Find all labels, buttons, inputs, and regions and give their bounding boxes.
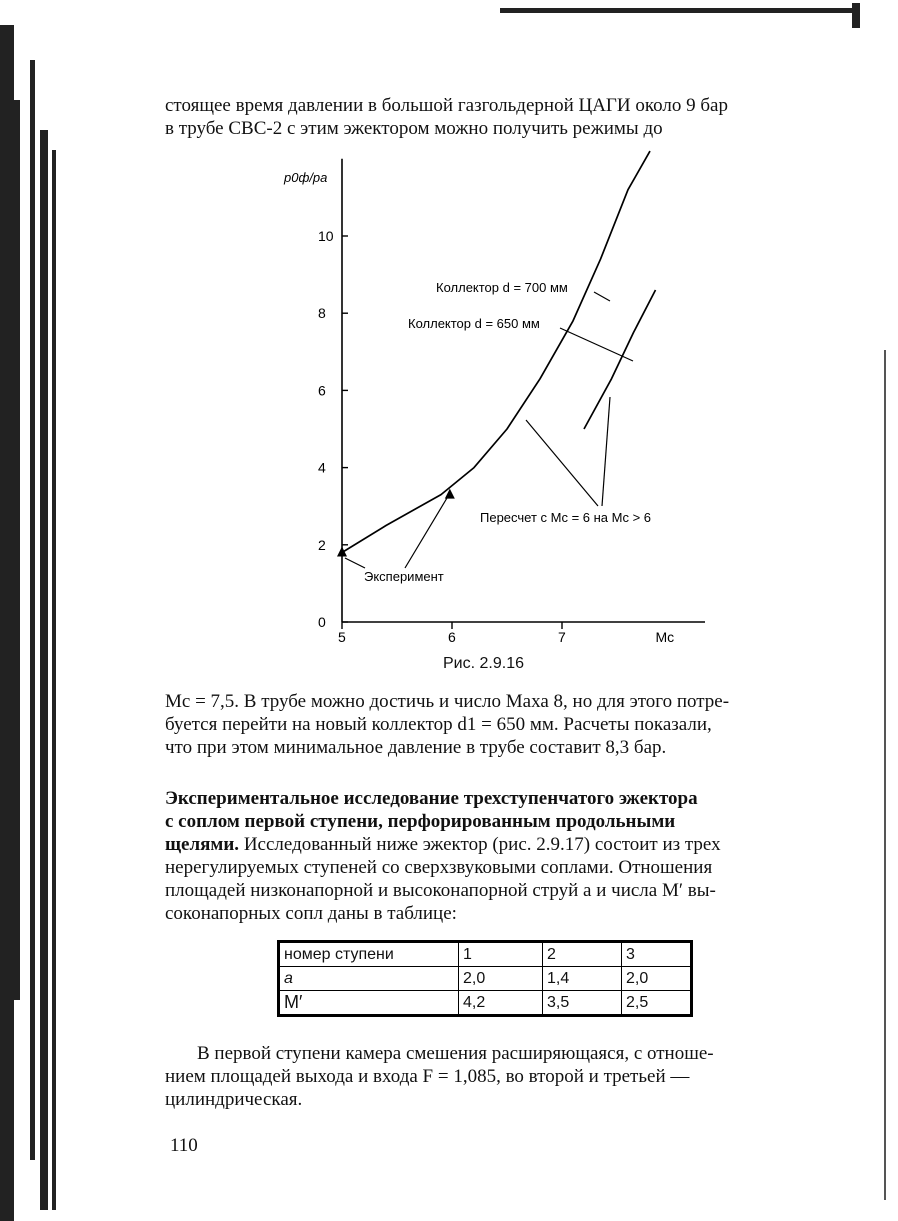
paragraph-mid-line-2: буется перейти на новый коллектор d1 = 650 мм. Расчеты показали,: [165, 714, 712, 735]
figure-caption: Рис. 2.9.16: [443, 655, 524, 672]
paragraph-bottom-line-1: В первой ступени камера смешения расширяющаяся, с отноше-: [197, 1043, 714, 1064]
y-tick-label: 10: [318, 228, 334, 244]
paragraph-mid: [165, 690, 805, 759]
leader-experiment-1: [345, 558, 365, 568]
section-heading-line-2: с соплом первой ступени, перфорированным продольными: [165, 811, 676, 832]
x-tick-label: 7: [558, 629, 566, 645]
section-line-3-text: Исследованный ниже эжектор (рис. 2.9.17) состоит из трех: [239, 834, 721, 855]
stages-table: [277, 940, 693, 1017]
y-tick-label: 8: [318, 305, 326, 322]
x-tick-label: 6: [448, 629, 456, 645]
table-header-row: [279, 942, 692, 967]
table-cell: 2,0: [622, 967, 692, 991]
paragraph-bottom-line-3: цилиндрическая.: [165, 1089, 303, 1110]
leader-recalc-2: [602, 397, 610, 506]
table-row: [279, 991, 692, 1016]
annotation-collector-650: Коллектор d = 650 мм: [408, 316, 540, 331]
chart-series: [342, 151, 656, 552]
table-header-cell: номер ступени: [279, 942, 459, 967]
annotation-experiment: Эксперимент: [364, 569, 444, 584]
leader-collector-700: [594, 292, 610, 301]
section-line-6: соконапорных сопл даны в таблице:: [165, 903, 457, 924]
table-cell: 1,4: [543, 967, 622, 991]
paragraph-top-line-1: стоящее время давлении в большой газгольдерной ЦАГИ около 9 бар: [165, 95, 728, 116]
table-row: [279, 967, 692, 991]
paragraph-mid-line-1: Mc = 7,5. В трубе можно достичь и число Маха 8, но для этого потре-: [165, 691, 730, 712]
chart-annotations: [345, 280, 651, 584]
y-tick-label: 4: [318, 459, 326, 476]
section-line-5: площадей низконапорной и высоконапорной струй a и числа M′ вы-: [165, 880, 716, 901]
paragraph-mid-line-3: что при этом минимальное давление в трубе составит 8,3 бар.: [165, 737, 667, 758]
series-line-1: [342, 151, 650, 552]
x-tick-label: 5: [338, 629, 346, 645]
table-cell: M′: [279, 991, 459, 1016]
section-line-3: [165, 833, 805, 856]
section-heading-line-1: Экспериментальное исследование трехступенчатого эжектора: [165, 788, 698, 809]
experiment-point: [337, 547, 347, 557]
leader-experiment-2: [405, 498, 447, 568]
paragraph-bottom-line-2: нием площадей выхода и входа F = 1,085, во второй и третьей —: [165, 1066, 690, 1087]
table-cell: 3,5: [543, 991, 622, 1016]
table-cell: 2,0: [459, 967, 543, 991]
section-line-4: нерегулируемых ступеней со сверхзвуковыми соплами. Отношения: [165, 857, 713, 878]
table-cell: 2,5: [622, 991, 692, 1016]
y-axis-label: p0ф/pa: [284, 169, 328, 185]
x-axis-label: Mc: [655, 629, 675, 645]
leader-collector-650: [560, 328, 633, 361]
y-tick-label: 0: [318, 614, 326, 630]
page-number: 110: [170, 1135, 198, 1156]
table-header-cell: 3: [622, 942, 692, 967]
paragraph-top-line-2: в трубе СВС-2 с этим эжектором можно получить режимы до: [165, 118, 663, 139]
chart-points: [337, 489, 455, 557]
table-header-cell: 2: [543, 942, 622, 967]
leader-recalc-1: [526, 420, 598, 506]
annotation-recalc: Пересчет с Mc = 6 на Mc > 6: [480, 510, 652, 525]
table-cell: 4,2: [459, 991, 543, 1016]
y-tick-label: 2: [318, 536, 326, 553]
annotation-collector-700: Коллектор d = 700 мм: [436, 280, 568, 295]
chart-axes: [283, 159, 705, 645]
section-heading-end: щелями.: [165, 834, 240, 855]
series-line-2: [584, 290, 656, 429]
paragraph-bottom: [165, 1042, 805, 1111]
table-cell: a: [279, 967, 459, 991]
y-tick-label: 6: [318, 382, 326, 399]
table-header-cell: 1: [459, 942, 543, 967]
section-paragraph: [165, 787, 805, 925]
